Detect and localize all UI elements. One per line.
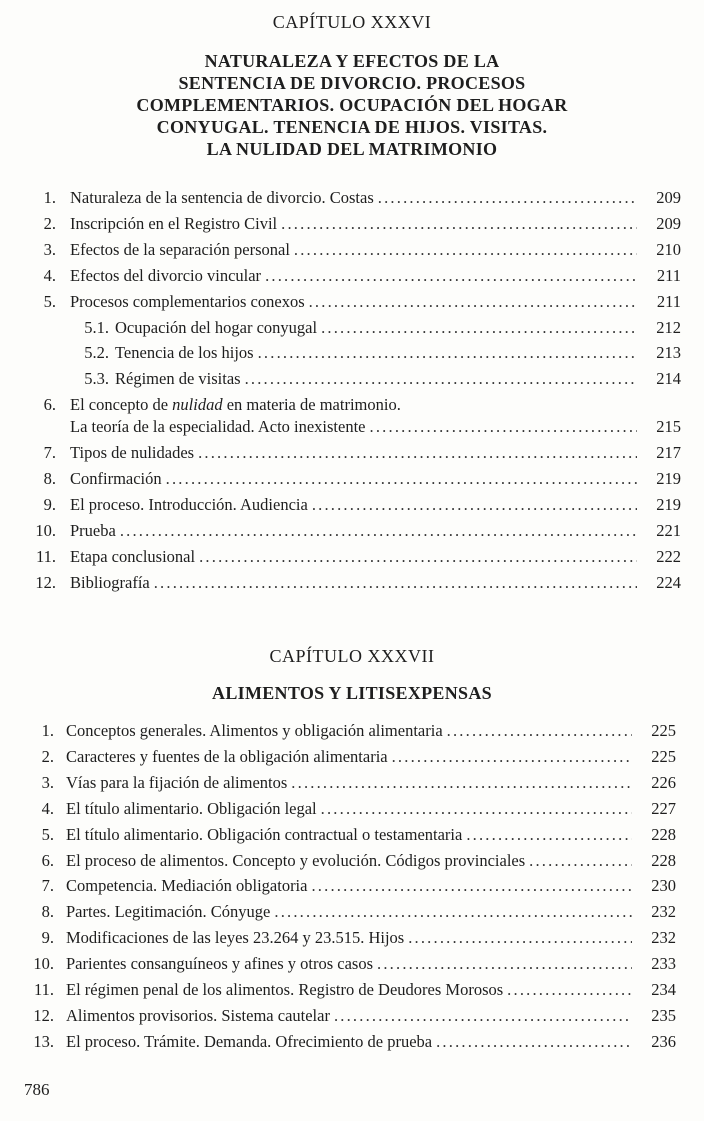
toc-entry-number: 5. xyxy=(41,824,54,844)
dot-leader xyxy=(281,214,637,234)
toc-entry-page: 212 xyxy=(656,317,681,337)
toc-entry-line xyxy=(66,928,640,948)
toc-entry-page: 217 xyxy=(656,443,681,462)
toc-entry-line xyxy=(66,902,640,922)
page-number: 786 xyxy=(24,1080,50,1099)
toc-entry xyxy=(0,521,704,547)
toc-entry-line xyxy=(66,851,640,871)
toc-entry-page: 222 xyxy=(656,546,681,566)
toc-entry-page: 233 xyxy=(651,954,676,974)
toc-entry-title: Caracteres y fuentes de la obligación alimentaria xyxy=(66,746,388,766)
toc-entry-title: Bibliografía xyxy=(70,572,150,592)
toc-entry-line xyxy=(66,747,640,767)
toc-entry-page: 211 xyxy=(656,291,681,311)
toc-entry xyxy=(0,469,704,495)
chapter-heading: CAPÍTULO XXXVII xyxy=(269,646,435,666)
dot-leader xyxy=(321,799,632,819)
toc-entry xyxy=(0,240,704,266)
toc-entry-line xyxy=(66,1006,640,1026)
dot-leader xyxy=(198,443,637,463)
toc-entry-title: Competencia. Mediación obligatoria xyxy=(66,876,308,896)
toc-entry-number: 4. xyxy=(41,798,54,818)
chapter-title-line: CONYUGAL. TENENCIA DE HIJOS. VISITAS. xyxy=(156,117,548,137)
toc-entry-page: 235 xyxy=(651,1005,676,1025)
toc-entry-line xyxy=(70,521,645,541)
toc-entry xyxy=(0,495,704,521)
toc-entry-page: 210 xyxy=(656,239,681,259)
toc-entry xyxy=(0,928,704,954)
dot-leader xyxy=(154,573,637,593)
chapter-title-line: ALIMENTOS Y LITISEXPENSAS xyxy=(212,683,492,703)
toc-entry xyxy=(0,825,704,851)
toc-entry-page: 234 xyxy=(651,980,676,999)
dot-leader xyxy=(274,902,632,922)
chapter-title-line: NATURALEZA Y EFECTOS DE LA xyxy=(204,51,500,71)
toc-entry-page: 232 xyxy=(651,902,676,922)
toc-entry-line xyxy=(70,214,645,234)
toc-entry-line xyxy=(70,417,645,437)
toc-entry-number: 1. xyxy=(43,188,56,207)
toc-entry xyxy=(0,851,704,877)
toc-entry-page: 211 xyxy=(656,265,681,285)
toc-entry-title: Naturaleza de la sentencia de divorcio. Costas xyxy=(70,188,374,207)
dot-leader xyxy=(245,369,637,389)
toc-entry-line xyxy=(70,443,645,463)
toc-entry-line xyxy=(66,954,640,974)
toc-entry-page: 225 xyxy=(651,721,676,740)
chapter-heading: CAPÍTULO XXXVI xyxy=(272,12,432,32)
dot-leader xyxy=(166,469,637,489)
toc-entry-title: Procesos complementarios conexos xyxy=(70,291,305,311)
toc-entry-title: El proceso de alimentos. Concepto y evolución. Códigos provinciales xyxy=(66,850,526,870)
toc-entry xyxy=(0,902,704,928)
toc-entry-title: Tipos de nulidades xyxy=(70,443,195,462)
dot-leader xyxy=(370,417,637,437)
dot-leader xyxy=(377,954,632,974)
chapter-title-line: LA NULIDAD DEL MATRIMONIO xyxy=(206,139,498,159)
toc-entry xyxy=(0,1006,704,1032)
toc-entry-title: Tenencia de los hijos xyxy=(115,343,254,363)
toc-entry-title: Conceptos generales. Alimentos y obligación alimentaria xyxy=(66,721,443,740)
toc-entry-title: Vías para la fijación de alimentos xyxy=(66,772,288,792)
toc-entry-page: 209 xyxy=(656,188,681,207)
toc-entry-number: 13. xyxy=(33,1031,54,1051)
toc-entry xyxy=(0,747,704,773)
toc-entry-number: 3. xyxy=(43,239,56,259)
dot-leader xyxy=(334,1006,632,1026)
toc-entry-number: 7. xyxy=(41,876,54,896)
toc-entry xyxy=(0,318,704,344)
toc-entry-number: 7. xyxy=(43,443,56,462)
toc-entry-page: 225 xyxy=(651,746,676,766)
toc-entry-number: 11. xyxy=(33,980,54,999)
toc-entry-number: 11. xyxy=(35,546,56,566)
toc-entry-number: 6. xyxy=(43,395,56,415)
toc-entry-title: Etapa conclusional xyxy=(70,546,196,566)
toc-entry xyxy=(0,980,704,1006)
toc-entry-line xyxy=(115,318,645,338)
dot-leader xyxy=(294,240,637,260)
dot-leader xyxy=(378,188,637,208)
toc-entry-number: 8. xyxy=(41,902,54,922)
dot-leader xyxy=(199,547,637,567)
toc-entry-line xyxy=(66,799,640,819)
toc-entry-line xyxy=(70,240,645,260)
toc-entry-page: 228 xyxy=(651,850,676,870)
toc-entry-line xyxy=(115,343,645,363)
toc-entry-page: 213 xyxy=(656,343,681,363)
toc-entry-page: 215 xyxy=(656,417,681,437)
toc-entry-title xyxy=(70,395,401,415)
toc-entry xyxy=(0,721,704,747)
toc-entry-title: Prueba xyxy=(70,520,116,540)
toc-entry-title-part: en materia de matrimonio. xyxy=(222,395,401,415)
toc-entry xyxy=(0,799,704,825)
toc-entry xyxy=(0,773,704,799)
toc-entry xyxy=(0,547,704,573)
toc-entry-number: 2. xyxy=(43,213,56,233)
dot-leader xyxy=(312,495,637,515)
toc-entry-title: Modificaciones de las leyes 23.264 y 23.515. Hijos xyxy=(66,928,405,948)
toc-entry-number: 5. xyxy=(43,291,56,311)
toc-entry-page: 219 xyxy=(656,494,681,514)
toc-entry-title: La teoría de la especialidad. Acto inexistente xyxy=(70,417,366,437)
dot-leader xyxy=(120,521,637,541)
toc-entry-title: Parientes consanguíneos y afines y otros casos xyxy=(66,954,374,974)
chapter-title-line: SENTENCIA DE DIVORCIO. PROCESOS xyxy=(178,73,526,93)
dot-leader xyxy=(321,318,637,338)
toc-entry-number: 10. xyxy=(35,520,56,540)
toc-entry-line xyxy=(70,547,645,567)
toc-entry xyxy=(0,573,704,599)
toc-entry-title: El título alimentario. Obligación contractual o testamentaria xyxy=(66,824,463,844)
dot-leader xyxy=(466,825,632,845)
dot-leader xyxy=(436,1032,632,1052)
toc-entry-page: 230 xyxy=(651,876,676,896)
dot-leader xyxy=(311,876,632,896)
toc-entry-line xyxy=(70,495,645,515)
toc-entry-number: 10. xyxy=(33,954,54,974)
toc-entry-line xyxy=(70,573,645,593)
toc-entry-number: 5.2. xyxy=(84,343,109,363)
toc-entry-line xyxy=(66,1032,640,1052)
toc-entry-page: 224 xyxy=(656,572,681,592)
toc-entry-number: 8. xyxy=(43,468,56,488)
toc-entry xyxy=(0,266,704,292)
toc-entry-title: Efectos del divorcio vincular xyxy=(70,265,262,285)
toc-entry-title: Partes. Legitimación. Cónyuge xyxy=(66,902,271,922)
toc-entry-line xyxy=(70,292,645,312)
toc-entry xyxy=(0,417,704,443)
toc-entry-number: 12. xyxy=(35,572,56,592)
toc-entry xyxy=(0,876,704,902)
toc-entry-title: Alimentos provisorios. Sistema cautelar xyxy=(66,1005,330,1025)
dot-leader xyxy=(408,928,632,948)
toc-entry-page: 221 xyxy=(656,520,681,540)
toc-entry-number: 9. xyxy=(41,928,54,948)
dot-leader xyxy=(507,980,632,1000)
toc-entry-title: Efectos de la separación personal xyxy=(70,239,290,259)
dot-leader xyxy=(291,773,632,793)
toc-entry xyxy=(0,188,704,214)
toc-entry xyxy=(0,1032,704,1058)
toc-entry-number: 3. xyxy=(41,772,54,792)
toc-entry-title: El proceso. Trámite. Demanda. Ofrecimiento de prueba xyxy=(66,1031,433,1051)
toc-entry-title: Confirmación xyxy=(70,468,162,488)
toc-entry-title: El régimen penal de los alimentos. Registro de Deudores Morosos xyxy=(66,980,504,999)
chapter-title xyxy=(0,50,704,160)
toc-entry-page: 228 xyxy=(651,824,676,844)
toc-entry-number: 6. xyxy=(41,850,54,870)
dot-leader xyxy=(258,343,637,363)
toc-entry-page: 226 xyxy=(651,772,676,792)
toc-entry-number: 5.3. xyxy=(84,369,109,389)
toc-entry-title-italic: nulidad xyxy=(172,395,223,415)
toc-entry-number: 12. xyxy=(33,1005,54,1025)
toc-entry-page: 232 xyxy=(651,928,676,948)
toc-entry-line xyxy=(70,469,645,489)
toc-entry-page: 219 xyxy=(656,468,681,488)
toc-entry-page: 209 xyxy=(656,213,681,233)
toc-entry xyxy=(0,214,704,240)
toc-entry-title-part: El concepto de xyxy=(70,395,173,415)
toc-entry-page: 214 xyxy=(656,369,681,389)
toc-entry-page: 236 xyxy=(651,1031,676,1051)
toc-entry xyxy=(0,292,704,318)
toc-entry-title: Régimen de visitas xyxy=(115,369,241,389)
toc-entry xyxy=(0,369,704,395)
toc-entry-number: 2. xyxy=(41,746,54,766)
toc-entry-number: 9. xyxy=(43,494,56,514)
toc-entry-line xyxy=(66,980,640,1000)
toc-entry xyxy=(0,343,704,369)
toc-entry-title: Inscripción en el Registro Civil xyxy=(70,213,278,233)
dot-leader xyxy=(392,747,632,767)
toc-entry-line xyxy=(70,188,645,208)
dot-leader xyxy=(529,851,632,871)
toc-entry xyxy=(0,443,704,469)
toc-entry-page: 227 xyxy=(651,798,676,818)
chapter-title xyxy=(0,682,704,704)
toc-entry-line xyxy=(66,721,640,741)
toc-entry-number: 5.1. xyxy=(84,317,109,337)
toc-entry-line xyxy=(66,773,640,793)
toc-entry-title: El proceso. Introducción. Audiencia xyxy=(70,494,308,514)
toc-entry-title: El título alimentario. Obligación legal xyxy=(66,798,317,818)
toc-entry-line xyxy=(66,876,640,896)
chapter-title-line: COMPLEMENTARIOS. OCUPACIÓN DEL HOGAR xyxy=(136,95,568,115)
toc-entry-number: 1. xyxy=(41,721,54,740)
dot-leader xyxy=(265,266,637,286)
toc-entry-title: Ocupación del hogar conyugal xyxy=(115,317,318,337)
toc-entry-line xyxy=(115,369,645,389)
toc-entry-line xyxy=(70,266,645,286)
dot-leader xyxy=(309,292,637,312)
dot-leader xyxy=(447,721,632,741)
toc-entry-line xyxy=(66,825,640,845)
toc-entry-number: 4. xyxy=(43,265,56,285)
toc-entry xyxy=(0,954,704,980)
